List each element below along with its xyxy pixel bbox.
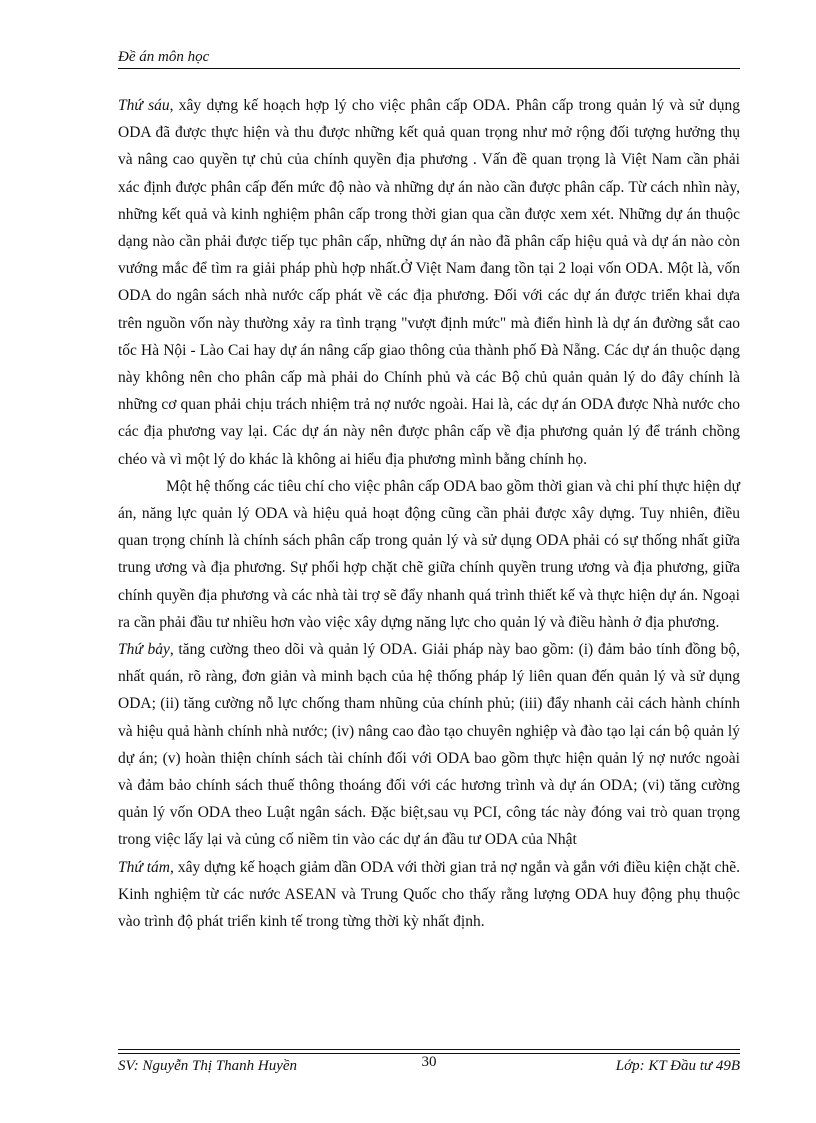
page-footer [118, 1056, 740, 1078]
paragraph-lead: Thứ sáu [118, 97, 170, 114]
footer-class: Lớp: KT Đầu tư 49B [615, 1058, 740, 1074]
footer-student: SV: Nguyễn Thị Thanh Huyền [118, 1058, 298, 1074]
paragraph-text: , tăng cường theo dõi và quản lý ODA. Giải pháp này bao gồm: (i) đảm bảo tính đồng bộ, nhất quán, rõ ràng, đơn giản và minh bạch của hệ thống pháp lý liên quan đến quản lý và sử dụng ODA; (ii) tăng cường nỗ lực chống tham nhũng của chính phủ; (iii) đẩy nhanh cải cách hành chính và hiệu quả hành chính nhà nước; (iv) nâng cao đào tạo chuyên nghiệp và đào tạo lại cán bộ quản lý dự án; (v) hoàn thiện chính sách tài chính đối với ODA bao gồm thực hiện quản lý nợ nước ngoài và đảm bảo chính sách thuế thông thoáng đối với các hương trình và dự án ODA; (vi) tăng cường quản lý vốn ODA theo Luật ngân sách. Đặc biệt,sau vụ PCI, công tác này đóng vai trò quan trọng trong việc lấy lại và củng cố niềm tin vào các dự án đầu tư ODA của Nhật [118, 641, 740, 849]
page-number: 30 [421, 1054, 437, 1070]
paragraph-lead: Thứ bảy [118, 641, 170, 659]
document-body [118, 92, 740, 935]
paragraph-criteria [118, 473, 740, 636]
paragraph-thu-bay [118, 636, 740, 854]
paragraph-thu-tam [118, 854, 740, 936]
paragraph-lead: Thứ tám [118, 858, 171, 876]
footer-rule-thin [118, 1049, 740, 1050]
paragraph-text: , xây dựng kế hoạch hợp lý cho việc phân cấp ODA. Phân cấp trong quản lý và sử dụng ODA đã được thực hiện và thu được những kết quả quan trọng như mở rộng đối tượng hưởng thụ và nâng cao quyền tự chủ của chính quyền địa phương . Vấn đề quan trọng là Việt Nam cần phải xác định được phân cấp đến mức độ nào và những dự án nào cần được phân cấp. Từ cách nhìn này, những kết quả và kinh nghiệm phân cấp trong thời gian qua cần được xem xét. Những dự án thuộc dạng nào cần phải được tiếp tục phân cấp, những dự án nào đã phân cấp hiệu quả và dự án nào còn vướng mắc để tìm ra giải pháp phù hợp nhất.Ở Việt Nam đang tồn tại 2 loại vốn ODA. Một là, vốn ODA do ngân sách nhà nước cấp phát về các địa phương. Đối với các dự án được triển khai dựa trên nguồn vốn này thường xảy ra tình trạng "vượt định mức" mà điển hình là dự án đường sắt cao tốc Hà Nội - Lào Cai hay dự án nâng cấp giao thông của thành phố Đà Nẵng. Các dự án thuộc dạng này không nên cho phân cấp mà phải do Chính phủ và các Bộ chủ quản quản lý do đây chính là những cơ quan phải chịu trách nhiệm trả nợ nước ngoài. Hai là, các dự án ODA được Nhà nước cho các địa phương vay lại. Các dự án này nên được phân cấp về địa phương quản lý để tránh chồng chéo và vì một lý do khác là không ai hiểu địa phương mình bằng chính họ. [118, 97, 740, 468]
header-title: Đề án môn học [118, 49, 210, 65]
paragraph-text: , xây dựng kế hoạch giảm dần ODA với thời gian trả nợ ngắn và gắn với điều kiện chặt chẽ. Kinh nghiệm từ các nước ASEAN và Trung Quốc cho thấy rằng lượng ODA huy động phụ thuộc vào trình độ phát triển kinh tế trong từng thời kỳ nhất định. [118, 858, 741, 931]
header-rule [118, 68, 740, 69]
paragraph-thu-sau [118, 92, 740, 473]
page-header [118, 48, 740, 66]
paragraph-text: Một hệ thống các tiêu chí cho việc phân cấp ODA bao gồm thời gian và chi phí thực hiện dự án, năng lực quản lý ODA và hiệu quả hoạt động cũng cần phải được xây dựng. Tuy nhiên, điều quan trọng chính là chính sách phân cấp trong quản lý và sử dụng ODA phải có sự thống nhất giữa trung ương và địa phương. Sự phối hợp chặt chẽ giữa chính quyền trung ương và địa phương, giữa chính quyền địa phương và các nhà tài trợ sẽ đẩy nhanh quá trình thiết kế và thực hiện dự án. Ngoại ra cần phải đầu tư nhiều hơn vào việc xây dựng năng lực cho quản lý và điều hành ở địa phương. [118, 477, 740, 631]
